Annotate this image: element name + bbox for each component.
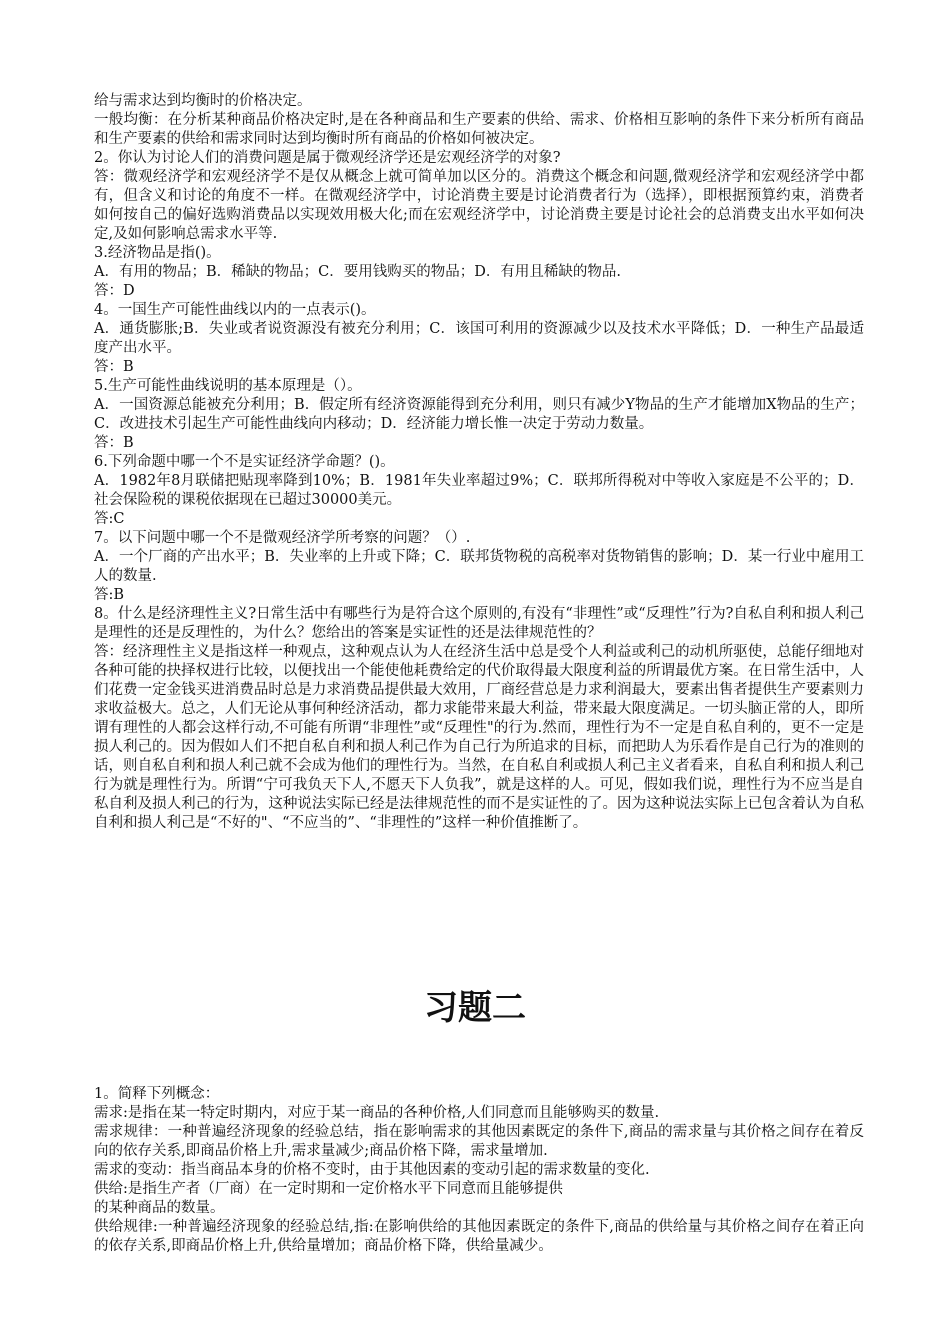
options-5: A．一国资源总能被充分利用；B．假定所有经济资源能得到充分利用，则只有减少Y物品的生产才能增加X物品的生产；C．改进技术引起生产可能性曲线向内移动；D．经济能力增长惟一决定于劳动力数量。	[94, 397, 864, 432]
question-5: 5.生产可能性曲线说明的基本原理是（）。	[94, 378, 362, 394]
section-2	[94, 1085, 864, 1256]
paragraph-general-equilibrium: 一般均衡：在分析某种商品价格决定时,是在各种商品和生产要素的供给、需求、价格相互影响的条件下来分析所有商品和生产要素的供给和需求同时达到均衡时所有商品的价格如何被决定。	[94, 112, 864, 147]
definition-demand: 需求:是指在某一特定时期内，对应于某一商品的各种价格,人们同意而且能够购买的数量.	[94, 1105, 660, 1121]
question-6: 6.下列命题中哪一个不是实证经济学命题？()。	[94, 454, 395, 470]
options-7: A．一个厂商的产出水平；B．失业率的上升或下降；C．联邦货物税的高税率对货物销售的影响；D．某一行业中雇用工人的数量.	[94, 549, 864, 584]
question-7: 7。以下问题中哪一个不是微观经济学所考察的问题？（）.	[94, 530, 471, 546]
answer-5: 答：B	[94, 435, 134, 451]
paragraph-price-equilibrium: 给与需求达到均衡时的价格决定。	[94, 93, 312, 109]
options-6: A．1982年8月联储把贴现率降到10%；B．1981年失业率超过9%；C．联邦所得税对中等收入家庭是不公平的；D．社会保险税的课税依据现在已超过30000美元。	[94, 473, 864, 508]
answer-6: 答:C	[94, 511, 125, 527]
definition-law-of-supply: 供给规律:一种普遍经济现象的经验总结,指:在影响供给的其他因素既定的条件下,商品的供给量与其价格之间存在着正向的依存关系,即商品价格上升,供给量增加；商品价格下降，供给量减少。	[94, 1219, 864, 1254]
list-intro: 1。简释下列概念：	[94, 1086, 220, 1102]
definition-supply: 供给:是指生产者（厂商）在一定时期和一定价格水平下同意而且能够提供	[94, 1181, 563, 1197]
question-3: 3.经济物品是指()。	[94, 245, 221, 261]
definition-law-of-demand: 需求规律：一种普遍经济现象的经验总结，指在影响需求的其他因素既定的条件下,商品的需求量与其价格之间存在着反向的依存关系,即商品价格上升,需求量减少;商品价格下降，需求量增加.	[94, 1124, 864, 1159]
question-4: 4。一国生产可能性曲线以内的一点表示()。	[94, 302, 376, 318]
answer-7: 答:B	[94, 587, 125, 603]
question-8: 8。什么是经济理性主义?日常生活中有哪些行为是符合这个原则的,有没有“非理性”或“反理性”行为?自私自利和损人利己是理性的还是反理性的，为什么？您给出的答案是实证性的还是法律规范性的？	[94, 606, 864, 641]
definition-change-in-demand: 需求的变动：指当商品本身的价格不变时，由于其他因素的变动引起的需求数量的变化.	[94, 1162, 650, 1178]
question-2: 2。你认为讨论人们的消费问题是属于微观经济学还是宏观经济学的对象?	[94, 150, 561, 166]
answer-3: 答：D	[94, 283, 135, 299]
answer-8: 答：经济理性主义是指这样一种观点，这种观点认为人在经济生活中总是受个人利益或利己的动机所驱使，总能仔细地对各种可能的抉择权进行比较，以便找出一个能使他耗费给定的代价取得最大限度利益的所谓最优方案。在日常生活中，人们花费一定金钱买进消费品时总是力求消费品提供最大效用，厂商经营总是力求利润最大，要素出售者提供生产要素则力求收益极大。总之，人们无论从事何种经济活动，都力求能带来最大利益，带来最大限度满足。一切头脑正常的人，即所谓有理性的人都会这样行动,不可能有所谓“非理性”或“反理性"的行为.然而，理性行为不一定是自私自利的，更不一定是损人利己的。因为假如人们不把自私自利和损人利己作为自己行为所追求的目标，而把助人为乐看作是自己行为的准则的话，则自私自利和损人利己就不会成为他们的理性行为。当然，在自私自利或损人利己主义者看来，自私自利和损人利己行为就是理性行为。所谓“宁可我负天下人,不愿天下人负我”，就是这样的人。可见，假如我们说，理性行为不应当是自私自利及损人利己的行为，这种说法实际已经是法律规范性的而不是实证性的了。因为这种说法实际上已包含着认为自私自利和损人利己是“不好的"、“不应当的”、“非理性的”这样一种价值推断了。	[94, 644, 864, 831]
options-3: A．有用的物品；B．稀缺的物品；C．要用钱购买的物品；D．有用且稀缺的物品.	[94, 264, 621, 280]
chapter-heading: 习题二	[424, 988, 526, 1028]
answer-2: 答：微观经济学和宏观经济学不是仅从概念上就可简单加以区分的。消费这个概念和问题,微观经济学和宏观经济学中都有，但含义和讨论的角度不一样。在微观经济学中，讨论消费主要是讨论消费者行为（选择），即根据预算约束，消费者如何按自己的偏好选购消费品以实现效用极大化;而在宏观经济学中，讨论消费主要是讨论社会的总消费支出水平如何决定,及如何影响总需求水平等.	[94, 169, 864, 242]
section-1	[94, 92, 864, 833]
definition-supply-cont: 的某种商品的数量。	[94, 1200, 225, 1216]
options-4: A．通货膨胀;B．失业或者说资源没有被充分利用；C．该国可利用的资源减少以及技术水平降低；D．一种生产品最适度产出水平。	[94, 321, 864, 356]
answer-4: 答：B	[94, 359, 134, 375]
